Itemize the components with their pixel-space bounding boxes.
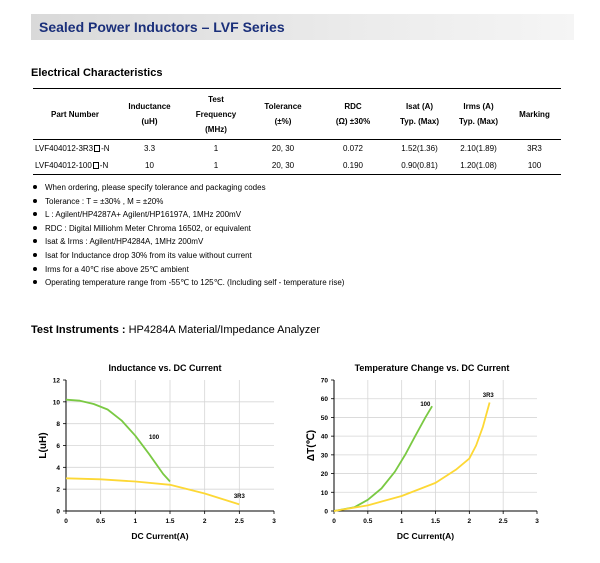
option-box xyxy=(94,145,100,152)
bullet-icon xyxy=(33,226,37,230)
y-tick-label: 30 xyxy=(320,452,328,460)
y-tick-label: 10 xyxy=(320,489,328,497)
y-tick-label: 6 xyxy=(56,443,60,450)
test-instruments-label: Test Instruments xyxy=(31,324,119,336)
electrical-characteristics-heading: Electrical Characteristics xyxy=(31,67,163,79)
col-header-irms: Irms (A) Typ. (Max) xyxy=(449,89,508,140)
temperature-chart xyxy=(300,360,600,550)
x-tick-label: 2.5 xyxy=(498,518,508,525)
test-instruments: Test Instruments : HP4284A Material/Impedance Analyzer xyxy=(31,324,320,336)
y-tick-label: 8 xyxy=(56,421,60,429)
x-tick-label: 3 xyxy=(272,518,276,525)
y-axis-label: L(uH) xyxy=(38,432,49,459)
y-tick-label: 4 xyxy=(56,464,60,472)
inductance-cell: 10 xyxy=(117,157,182,175)
y-tick-label: 2 xyxy=(56,486,60,494)
x-tick-label: 1 xyxy=(133,518,138,525)
x-tick-label: 0 xyxy=(64,518,68,525)
list-item: Isat for Inductance drop 30% from its value without current xyxy=(33,249,344,263)
tolerance-cell: 20, 30 xyxy=(271,144,295,153)
col-header-tolerance: Tolerance (±%) xyxy=(250,89,316,140)
y-axis-label: ΔT(℃) xyxy=(306,429,317,462)
list-item: Tolerance : T = ±30% , M = ±20% xyxy=(33,195,344,209)
y-tick-label: 50 xyxy=(320,414,328,422)
inductance-cell: 3.3 xyxy=(143,144,156,153)
y-tick-label: 40 xyxy=(320,433,328,441)
list-item: Isat & Irms : Agilent/HP4284A, 1MHz 200mV xyxy=(33,235,344,249)
temperature-chart-svg xyxy=(300,360,600,550)
isat-cell: 0.90(0.81) xyxy=(390,157,449,175)
col-header-rdc: RDC (Ω) ±30% xyxy=(316,89,390,140)
bullet-icon xyxy=(33,185,37,189)
part-number-cell: LVF404012-100 -N xyxy=(33,157,117,175)
series-label-100: 100 xyxy=(149,434,160,441)
test-instruments-value: HP4284A Material/Impedance Analyzer xyxy=(128,324,320,336)
y-tick-label: 0 xyxy=(324,508,328,516)
col-header-test-frequency: Test Frequency (MHz) xyxy=(182,89,250,140)
x-tick-label: 0.5 xyxy=(96,518,106,525)
bullet-icon xyxy=(33,253,37,257)
table-header-row xyxy=(33,89,561,140)
irms-cell: 1.20(1.08) xyxy=(449,157,508,175)
list-item: Operating temperature range from -55℃ to 125℃. (Including self - temperature rise) xyxy=(33,276,344,290)
y-tick-label: 12 xyxy=(52,377,60,385)
chart-title: Inductance vs. DC Current xyxy=(108,363,222,373)
bullet-icon xyxy=(33,267,37,271)
y-tick-label: 20 xyxy=(320,471,328,479)
list-item: When ordering, please specify tolerance and packaging codes xyxy=(33,181,344,195)
col-header-isat: Isat (A) Typ. (Max) xyxy=(390,89,449,140)
series-label-3R3: 3R3 xyxy=(233,493,245,500)
x-tick-label: 1.5 xyxy=(165,518,175,525)
part-number-cell: LVF404012-3R3 -N xyxy=(35,144,110,153)
chart-title: Temperature Change vs. DC Current xyxy=(354,363,510,373)
bullet-icon xyxy=(33,280,37,284)
table-row xyxy=(33,157,561,175)
marking-cell: 100 xyxy=(508,157,561,175)
x-tick-label: 2.5 xyxy=(234,518,244,525)
irms-cell: 2.10(1.89) xyxy=(460,144,497,153)
list-item: Irms for a 40℃ rise above 25℃ ambient xyxy=(33,263,344,277)
tolerance-cell: 20, 30 xyxy=(250,157,316,175)
col-header-marking: Marking xyxy=(508,89,561,140)
rdc-cell: 0.072 xyxy=(342,144,364,153)
notes-list xyxy=(33,181,344,290)
rdc-cell: 0.190 xyxy=(316,157,390,175)
x-tick-label: 0 xyxy=(332,518,336,525)
x-tick-label: 0.5 xyxy=(363,518,373,525)
y-tick-label: 0 xyxy=(56,508,60,516)
bullet-icon xyxy=(33,212,37,216)
series-label-3R3: 3R3 xyxy=(482,392,494,399)
series-line-100 xyxy=(334,406,432,511)
y-tick-label: 60 xyxy=(320,396,328,404)
x-tick-label: 1.5 xyxy=(430,518,441,525)
col-header-part-number: Part Number xyxy=(33,89,117,140)
list-item: RDC : Digital Milliohm Meter Chroma 16502, or equivalent xyxy=(33,222,344,236)
title-bar xyxy=(31,14,574,40)
electrical-table xyxy=(33,88,561,175)
marking-cell: 3R3 xyxy=(527,144,542,153)
option-box xyxy=(93,162,99,169)
x-tick-label: 2 xyxy=(202,518,207,525)
y-tick-label: 10 xyxy=(52,399,60,407)
series-line-3R3 xyxy=(66,478,239,504)
isat-cell: 1.52(1.36) xyxy=(401,144,438,153)
col-header-inductance: Inductance (uH) xyxy=(117,89,182,140)
x-tick-label: 3 xyxy=(535,518,539,525)
page-title: Sealed Power Inductors – LVF Series xyxy=(39,19,285,35)
table-row xyxy=(33,140,561,158)
x-tick-label: 1 xyxy=(399,518,404,525)
x-axis-label: DC Current(A) xyxy=(131,531,189,541)
bullet-icon xyxy=(33,239,37,243)
frequency-cell: 1 xyxy=(213,144,219,153)
series-label-100: 100 xyxy=(420,402,431,409)
inductance-chart-svg xyxy=(0,360,300,550)
bullet-icon xyxy=(33,199,37,203)
y-tick-label: 70 xyxy=(320,377,328,385)
series-line-3R3 xyxy=(334,403,490,512)
frequency-cell: 1 xyxy=(182,157,250,175)
x-axis-label: DC Current(A) xyxy=(396,531,455,541)
x-tick-label: 2 xyxy=(467,518,472,525)
inductance-chart xyxy=(0,360,300,550)
list-item: L : Agilent/HP4287A+ Agilent/HP16197A, 1MHz 200mV xyxy=(33,208,344,222)
